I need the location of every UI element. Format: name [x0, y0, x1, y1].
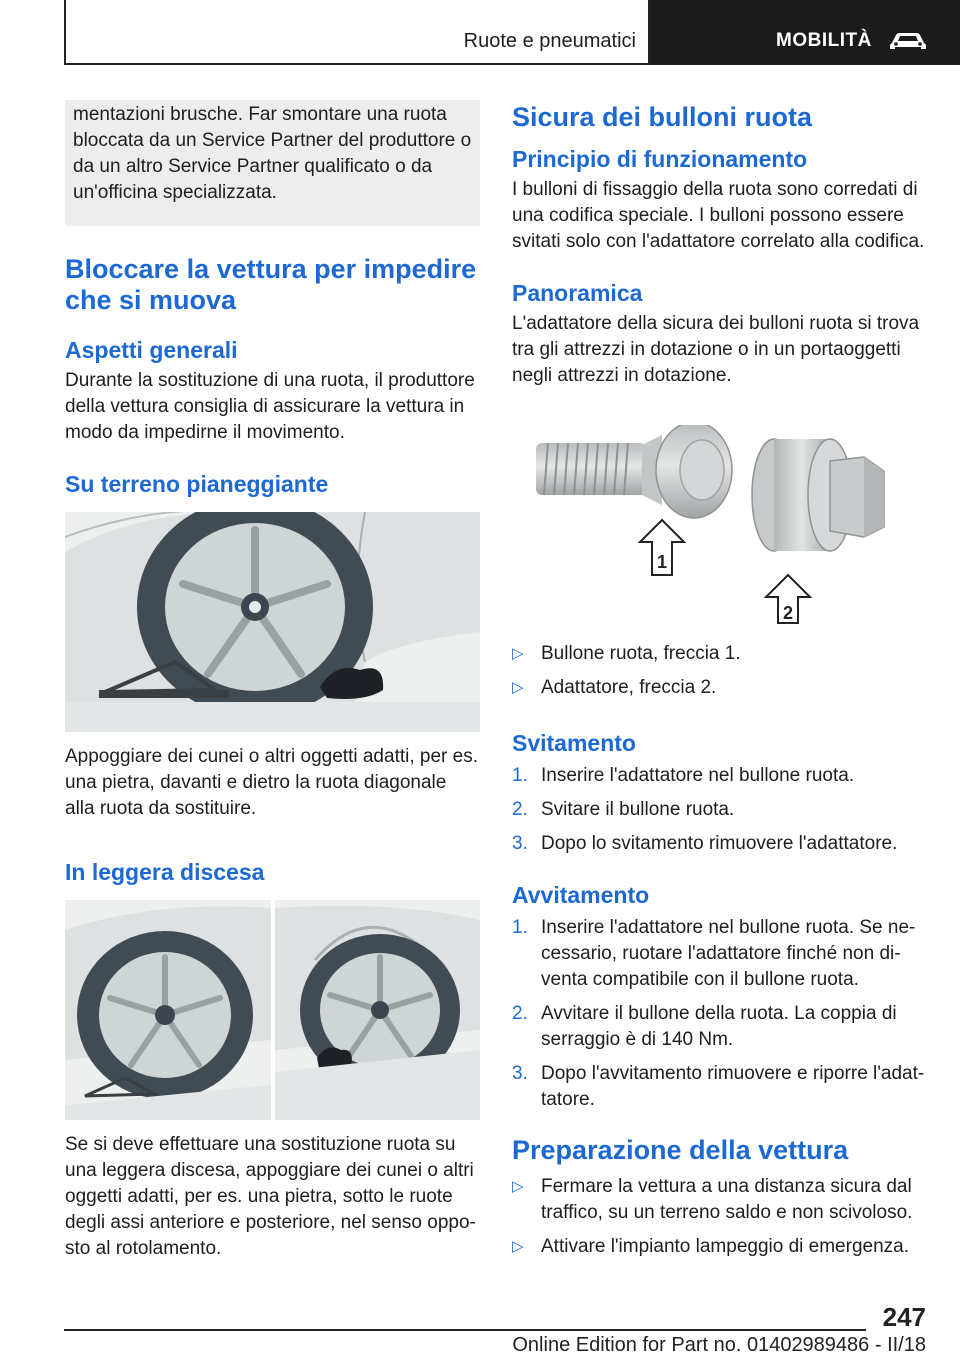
- list-item: ▷ Bullone ruota, freccia 1.: [512, 641, 928, 667]
- section-title-wheel-lock: Sicura dei bulloni ruota: [512, 102, 813, 132]
- wheel-flat-illustration: [65, 512, 480, 732]
- illustration-slope-front: [65, 900, 271, 1120]
- subsection-title-overview: Panoramica: [512, 280, 643, 306]
- list-item: ▷ Fermare la vettura a una distanza sicura dal traffico, su un terreno saldo e non scivoloso.: [512, 1176, 913, 1223]
- subsection-title-flat-ground: Su terreno pianeggiante: [65, 471, 329, 497]
- header-chapter-title: MOBILITÀ: [776, 30, 872, 51]
- subsection-title-screw: Avvitamento: [512, 882, 650, 908]
- car-icon: [888, 30, 928, 52]
- footer-rule: [64, 1329, 866, 1331]
- list-item: 3. Dopo lo svitamento rimuovere l'adattatore.: [512, 833, 898, 854]
- warning-note-text: mentazioni brusche. Far smontare una ruota bloccata da un Service Partner del produttore o da un altro Service Partner qualificato o da un'officina specializzata.: [73, 104, 472, 203]
- triangle-bullet-icon: ▷: [512, 1238, 524, 1255]
- list-item: 3. Dopo l'avvitamento rimuovere e riporre l'adattatore.: [512, 1063, 925, 1110]
- triangle-bullet-icon: ▷: [512, 645, 524, 662]
- subsection-title-general: Aspetti generali: [65, 337, 238, 363]
- subsection-title-slope: In leggera discesa: [65, 859, 265, 885]
- wheel-slope-front-illustration: [65, 900, 271, 1120]
- right-column: [512, 100, 928, 1260]
- wheel-slope-rear-illustration: [275, 900, 480, 1120]
- callout-2: 2: [782, 603, 794, 623]
- illustration-slope: [65, 900, 480, 1120]
- subsection-title-principle: Principio di funzionamento: [512, 146, 808, 172]
- list-item: 2. Avvitare il bullone della ruota. La coppia di serraggio è di 140 Nm.: [512, 1003, 897, 1050]
- bolt-adapter-illustration: [512, 425, 928, 625]
- general-text: Durante la sostituzione di una ruota, il produttore della vettura consiglia di assicurare la vettura in modo da impedirne il movimento.: [65, 370, 475, 443]
- flat-ground-text: Appoggiare dei cunei o altri oggetti adatti, per es. una pietra, davanti e dietro la ruota diagonale alla ruota da sostituire.: [65, 746, 478, 819]
- triangle-bullet-icon: ▷: [512, 679, 524, 696]
- left-column: [65, 100, 480, 1262]
- list-item: ▷ Adattatore, freccia 2.: [512, 675, 928, 701]
- illustration-flat-ground: [65, 512, 480, 732]
- header-section-title: Ruote e pneumatici: [463, 30, 636, 52]
- preparation-list: [512, 1174, 928, 1260]
- section-title-vehicle-preparation: Preparazione della vettura: [512, 1135, 849, 1165]
- illustration-slope-rear: [275, 900, 480, 1120]
- illustration-wheel-bolt-adapter: [512, 425, 928, 625]
- screw-steps: [512, 915, 928, 1113]
- list-item: ▷ Attivare l'impianto lampeggio di emergenza.: [512, 1234, 928, 1260]
- callout-1: 1: [656, 552, 668, 572]
- subsection-title-unscrew: Svitamento: [512, 730, 636, 756]
- header-left-border: [64, 0, 66, 64]
- triangle-bullet-icon: ▷: [512, 1178, 524, 1195]
- overview-text: L'adattatore della sicura dei bulloni ruota si trova tra gli attrezzi in dotazione o in un portaoggetti negli attrezzi in dotazione.: [512, 313, 920, 386]
- list-item: 1. Inserire l'adattatore nel bullone ruota.: [512, 765, 855, 786]
- list-item: 2. Svitare il bullone ruota.: [512, 799, 735, 820]
- footer-edition: Online Edition for Part no. 01402989486 - II/18: [512, 1334, 926, 1356]
- principle-text: I bulloni di fissaggio della ruota sono corredati di una codifica speciale. I bulloni possono essere svitati solo con l'adattatore correlato alla codifica.: [512, 179, 925, 252]
- overview-list: [512, 641, 928, 701]
- warning-note: [65, 100, 480, 226]
- section-title-secure-vehicle: Bloccare la vettura per impedire che si muova: [65, 254, 477, 315]
- page-number: 247: [882, 1302, 926, 1332]
- list-item: 1. Inserire l'adattatore nel bullone ruota. Se necessario, ruotare l'adattatore finché non diventa compatibile con il bullone ruota.: [512, 917, 916, 990]
- unscrew-steps: [512, 763, 928, 857]
- slope-text: Se si deve effettuare una sostituzione ruota su una leggera discesa, appoggiare dei cunei o altri oggetti adatti, per es. una pietra, sotto le ruote degli assi anteriore e posteriore, nel senso opposto al rotolamento.: [65, 1134, 476, 1259]
